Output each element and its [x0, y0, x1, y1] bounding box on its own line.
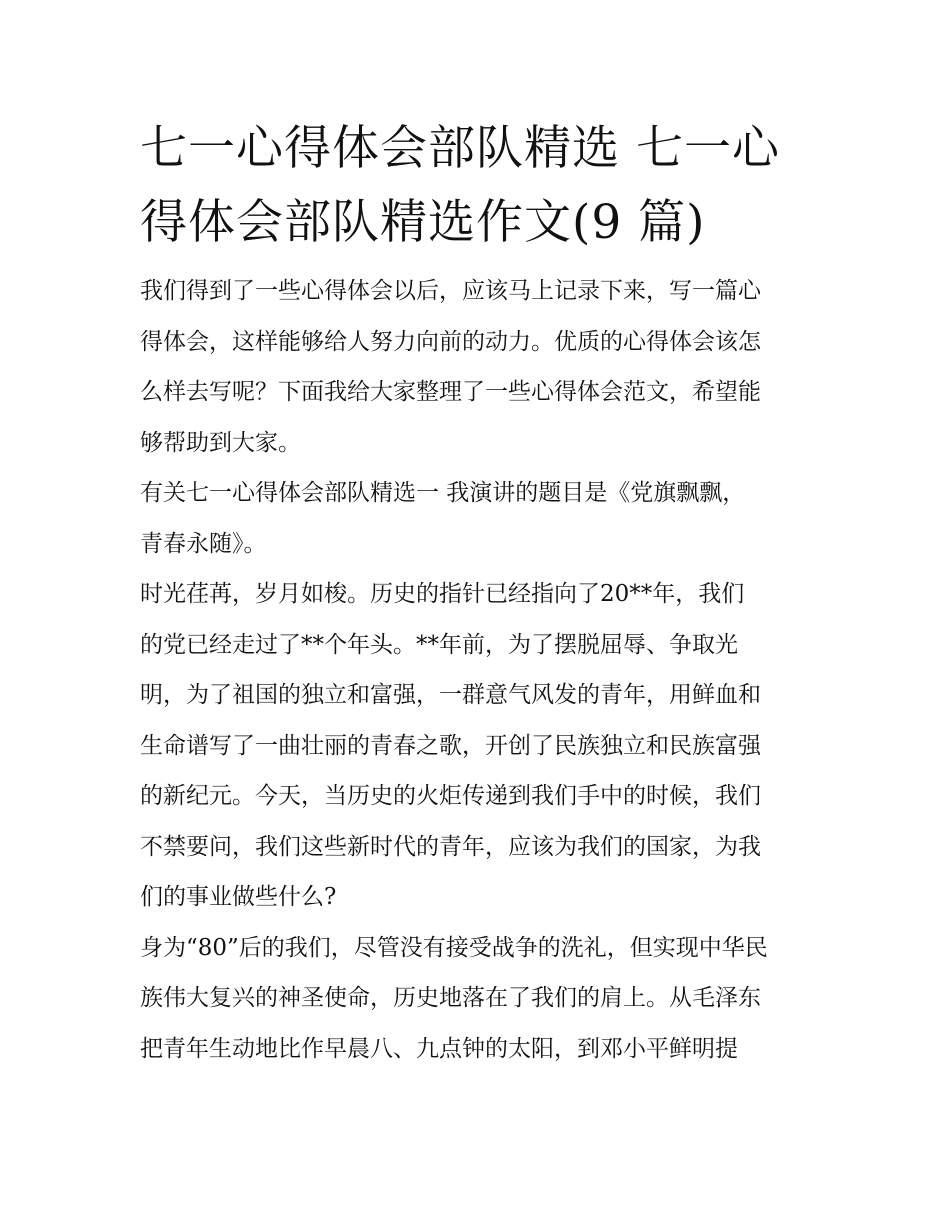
text-line: 够帮助到大家。: [140, 429, 301, 456]
text-line: 身为“80”后的我们，尽管没有接受战争的洗礼，但实现中华民: [140, 934, 768, 961]
text-line: 我们得到了一些心得体会以后，应该马上记录下来，写一篇心: [140, 278, 761, 304]
text-line: 生命谱写了一曲壮丽的青春之歌，开创了民族独立和民族富强: [140, 732, 761, 759]
document-title: [140, 112, 818, 260]
text-line: 青春永随》。: [140, 530, 267, 557]
text-line: 有关七一心得体会部队精选一 我演讲的题目是《党旗飘飘，: [140, 480, 746, 506]
text-line: 把青年生动地比作早晨八、九点钟的太阳，到邓小平鲜明提: [140, 1035, 738, 1062]
title-line: 七一心得体会部队精选 七一心: [140, 121, 780, 176]
body-paragraph: [140, 569, 818, 923]
document-body: [140, 112, 818, 1074]
intro-paragraph: [140, 266, 818, 468]
body-paragraph: [140, 923, 818, 1075]
text-line: 们的事业做些什么?: [140, 884, 337, 910]
text-line: 时光荏苒，岁月如梭。历史的指针已经指向了20**年，我们: [140, 581, 745, 607]
text-line: 族伟大复兴的神圣使命，历史地落在了我们的肩上。从毛泽东: [140, 985, 761, 1011]
section-heading-paragraph: [140, 468, 818, 569]
text-line: 不禁要问，我们这些新时代的青年，应该为我们的国家，为我: [140, 833, 761, 860]
text-line: 得体会，这样能够给人努力向前的动力。优质的心得体会该怎: [140, 328, 761, 355]
title-line: 得体会部队精选作文(9 篇): [140, 195, 706, 250]
text-line: 明，为了祖国的独立和富强，一群意气风发的青年，用鲜血和: [140, 682, 761, 708]
text-line: 么样去写呢？下面我给大家整理了一些心得体会范文，希望能: [140, 379, 761, 405]
text-line: 的新纪元。今天，当历史的火炬传递到我们手中的时候，我们: [140, 783, 761, 809]
text-line: 的党已经走过了**个年头。**年前，为了摆脱屈辱、争取光: [140, 631, 738, 658]
